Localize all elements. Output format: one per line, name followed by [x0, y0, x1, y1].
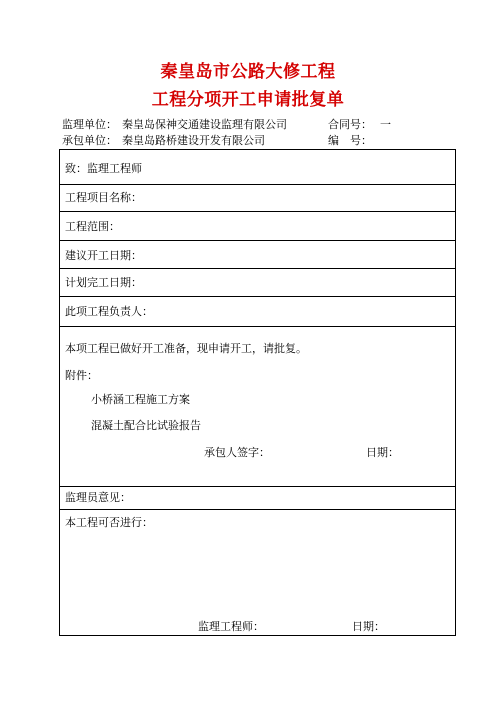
- document-title-line1: 秦皇岛市公路大修工程: [160, 62, 336, 82]
- serial-number-label: 编 号：: [328, 134, 372, 147]
- contractor-unit-label: 承包单位：: [62, 134, 117, 147]
- attachments-label: 附件：: [65, 369, 98, 382]
- row-to: [60, 150, 455, 185]
- start-date-label: 建议开工日期：: [65, 249, 142, 262]
- row-manager: [60, 297, 455, 327]
- manager-label: 此项工程负责人：: [65, 305, 153, 318]
- row-inspector-opinion: [60, 487, 455, 510]
- row-project-name: [60, 185, 455, 212]
- row-approval: [60, 510, 455, 635]
- end-date-label: 计划完工日期：: [65, 276, 142, 289]
- row-start-date: [60, 241, 455, 269]
- contractor-signature-label: 承包人签字：: [204, 446, 270, 459]
- engineer-signature-label: 监理工程师：: [198, 620, 264, 633]
- contractor-date-label: 日期：: [366, 446, 399, 459]
- scope-label: 工程范围：: [65, 220, 120, 233]
- row-scope: [60, 212, 455, 241]
- application-form-table: [59, 149, 456, 636]
- supervisor-unit-label: 监理单位：: [62, 118, 117, 131]
- request-text: 本项工程已做好开工准备，现申请开工，请批复。: [65, 342, 307, 355]
- to-engineer-text: 致：监理工程师: [65, 162, 142, 175]
- attachment-item: 混凝土配合比试验报告: [91, 419, 201, 432]
- engineer-date-label: 日期：: [352, 620, 385, 633]
- project-name-label: 工程项目名称：: [65, 191, 142, 204]
- contractor-unit-value: 秦皇岛路桥建设开发有限公司: [122, 134, 265, 147]
- row-request: [60, 327, 455, 487]
- supervisor-unit-value: 秦皇岛保神交通建设监理有限公司: [122, 118, 287, 131]
- row-end-date: [60, 269, 455, 297]
- document-title-line2: 工程分项开工申请批复单: [151, 90, 345, 110]
- contract-number-label: 合同号：: [328, 118, 372, 131]
- inspector-opinion-label: 监理员意见：: [65, 491, 131, 504]
- approval-question-label: 本工程可否进行：: [65, 516, 153, 529]
- attachment-item: 小桥涵工程施工方案: [91, 393, 190, 406]
- contract-number-value: 一: [380, 118, 391, 131]
